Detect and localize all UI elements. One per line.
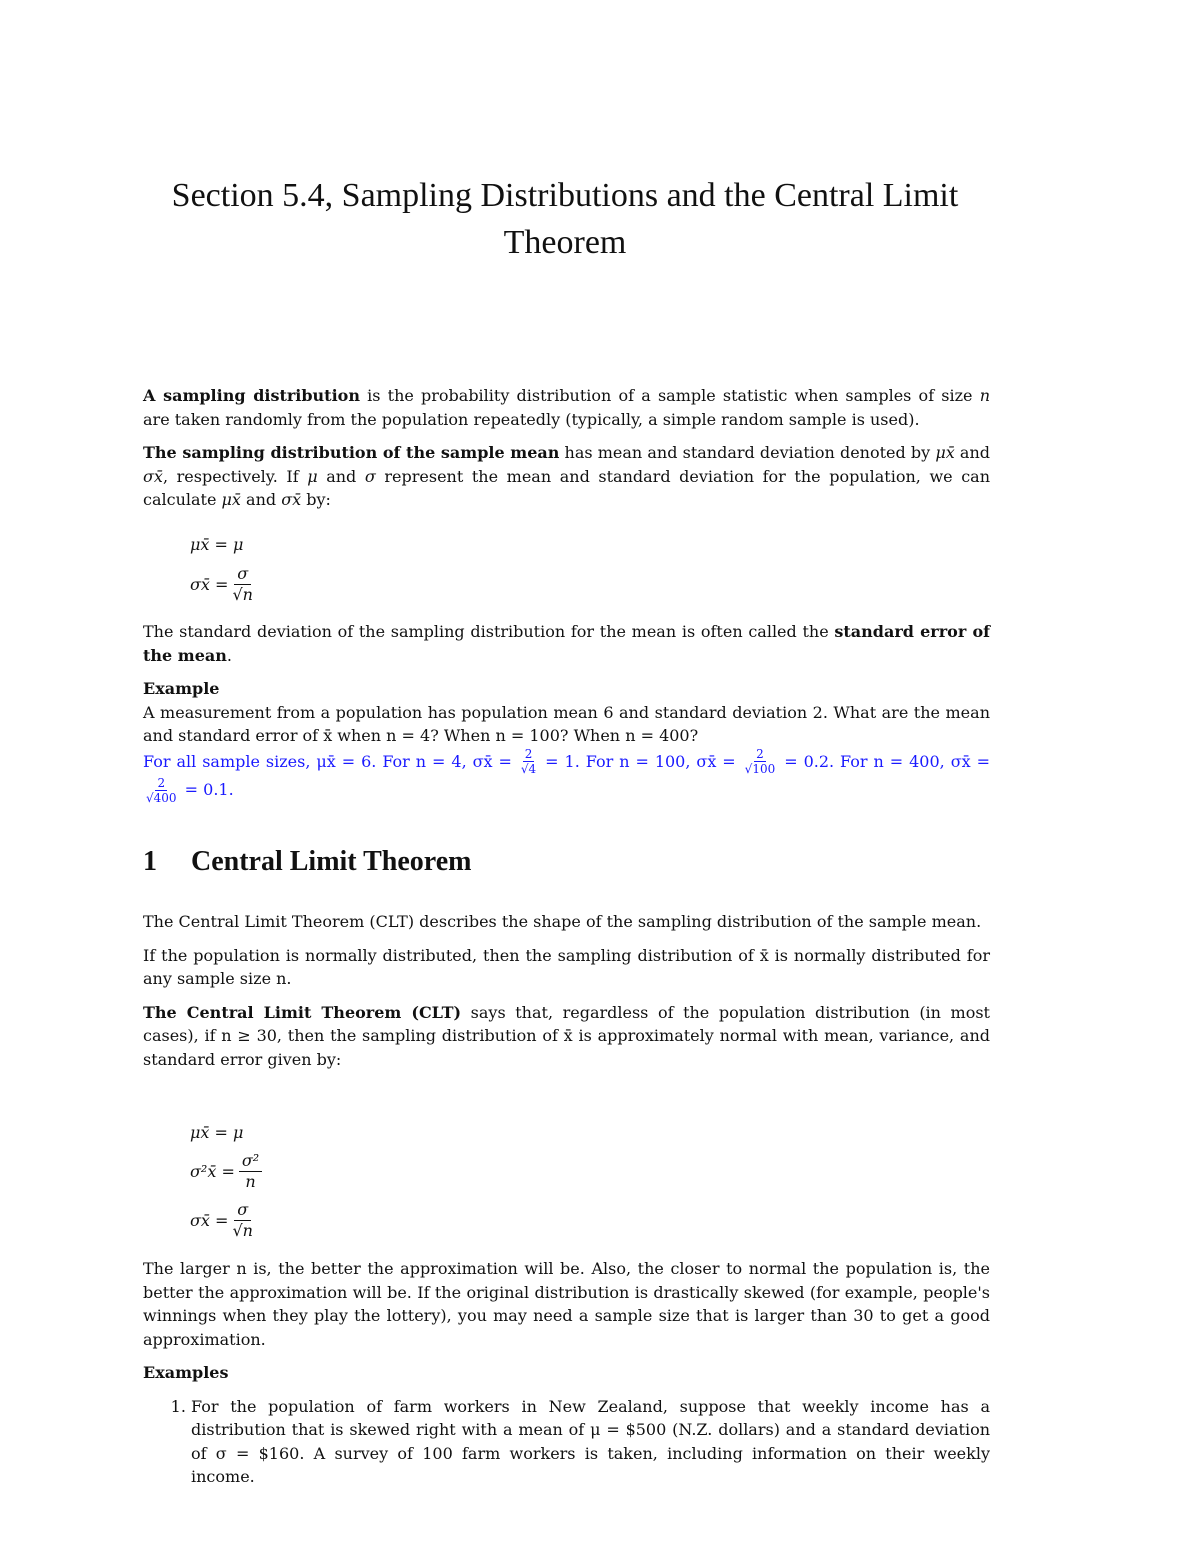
formula-block-2 xyxy=(190,1120,266,1244)
paragraph-text-end: by: xyxy=(301,490,331,509)
answer-text: For all sample sizes, μx̄ = 6. For n = 4, σx̄ = xyxy=(143,751,512,771)
symbol-mu-xbar: μx̄ xyxy=(221,490,241,509)
formula-variance xyxy=(190,1148,266,1194)
fraction-numerator: 2 xyxy=(157,775,166,790)
paragraph-text: represent the mean and standard deviation for the population, we can calculate xyxy=(143,466,990,509)
answer-text: = 1. For n = 100, σx̄ = xyxy=(545,751,736,771)
clt-statement xyxy=(143,1001,990,1072)
fraction-numerator: 2 xyxy=(756,747,764,761)
term-clt: The Central Limit Theorem (CLT) xyxy=(143,1002,462,1022)
term-sampling-distribution: A sampling distribution xyxy=(143,386,360,405)
formula-mean: μx̄ = μ xyxy=(190,1122,244,1142)
paragraph-text: , respectively. If xyxy=(162,466,308,486)
answer-text: = 0.2. For n = 400, xyxy=(784,751,945,771)
approximation-note: The larger n is, the better the approximation will be. Also, the closer to normal the population is, the better the approximation will be. If the original distribution is drastically skewed (for example, people's winnings when they play the lottery), you may need a sample size that is larger than 30 to get a good approximation. xyxy=(143,1259,990,1349)
formula-fraction xyxy=(232,564,253,605)
term-standard-error: standard error of the mean xyxy=(143,622,991,665)
symbol-n: n xyxy=(979,386,990,405)
standard-error-section xyxy=(143,620,990,805)
answer-fraction-1 xyxy=(521,748,536,776)
answer-text: = 0.1. xyxy=(184,780,234,799)
symbol-sigma-xbar: σx̄ xyxy=(281,490,302,509)
clt-intro: The Central Limit Theorem (CLT) describes the shape of the sampling distribution of the sample mean. xyxy=(143,912,982,931)
fraction-denominator: √n xyxy=(232,1220,253,1240)
clt-statement-text: says that, regardless of the population distribution (in most cases), if n ≥ 30, then the sampling distribution of x̄ is approximately normal with mean, variance, and standard error given by: xyxy=(143,1002,990,1069)
period: . xyxy=(226,645,232,665)
formula-fraction xyxy=(239,1151,262,1192)
paragraph-text: has mean and standard deviation denoted by xyxy=(559,443,936,462)
example-answer xyxy=(143,748,990,805)
formula-lhs: σ²x̄ = xyxy=(190,1161,235,1181)
symbol-mu-xbar: μx̄ xyxy=(935,443,955,462)
definition-text: is the probability distribution of a sample statistic when samples of size xyxy=(359,386,980,405)
fraction-numerator: σ xyxy=(234,564,251,585)
symbol-sigma: σ xyxy=(364,466,376,486)
fraction-numerator: σ² xyxy=(239,1151,262,1172)
example-question: A measurement from a population has population mean 6 and standard deviation 2. What are the mean and standard error of x̄ when n = 4? When n = 100? When n = 400? xyxy=(143,702,990,745)
sampling-distribution-definition xyxy=(143,384,990,431)
paragraph-text: The standard deviation of the sampling distribution for the mean is often called the xyxy=(143,622,835,641)
conj-and: and xyxy=(240,490,282,509)
symbol-mu: μ xyxy=(307,466,318,486)
conj-and: and xyxy=(954,443,991,462)
example-label: Example xyxy=(143,679,220,698)
section-heading xyxy=(143,846,471,878)
formula-std-error xyxy=(190,560,257,608)
sample-mean-paragraph xyxy=(143,441,990,512)
fraction-numerator: 2 xyxy=(524,747,533,761)
fraction-denominator: √400 xyxy=(146,790,177,805)
formula-fraction xyxy=(232,1200,253,1241)
formula-mean: μx̄ = μ xyxy=(190,534,244,554)
symbol-sigma-xbar: σx̄ xyxy=(143,466,163,486)
approximation-section xyxy=(143,1257,990,1489)
examples-label: Examples xyxy=(143,1363,229,1382)
term-sampling-dist-mean: The sampling distribution of the sample mean xyxy=(143,443,560,462)
answer-fraction-2 xyxy=(745,748,776,776)
intro-section xyxy=(143,384,990,512)
formula-block-1 xyxy=(190,532,257,608)
fraction-numerator: σ xyxy=(234,1200,251,1221)
formula-lhs: σx̄ = xyxy=(190,1210,229,1230)
clt-section xyxy=(143,910,990,1071)
examples-list xyxy=(143,1395,990,1489)
fraction-denominator: √n xyxy=(232,584,253,604)
clt-normal-population: If the population is normally distributed, then the sampling distribution of x̄ is normally distributed for any sample size n. xyxy=(143,945,990,988)
answer-text: σx̄ = xyxy=(950,751,991,771)
section-number: 1 xyxy=(143,846,157,877)
page-title: Section 5.4, Sampling Distributions and the Central Limit Theorem xyxy=(171,177,959,261)
formula-std-error xyxy=(190,1196,266,1244)
fraction-denominator: n xyxy=(245,1171,256,1191)
conj-and: and xyxy=(317,466,365,486)
answer-fraction-3 xyxy=(146,777,177,805)
section-title: Central Limit Theorem xyxy=(191,846,472,877)
fraction-denominator: √4 xyxy=(520,762,537,776)
formula-lhs: σx̄ = xyxy=(190,574,229,594)
definition-text-end: are taken randomly from the population repeatedly (typically, a simple random sample is used). xyxy=(143,409,920,429)
fraction-denominator: √100 xyxy=(744,762,776,776)
standard-error-paragraph xyxy=(143,620,990,667)
list-item: 1. For the population of farm workers in New Zealand, suppose that weekly income has a distribution that is skewed right with a mean of μ = $500 (N.Z. dollars) and a standard deviation of σ = $160. A survey of 100 farm workers is taken, including information on their weekly income. xyxy=(191,1395,990,1489)
